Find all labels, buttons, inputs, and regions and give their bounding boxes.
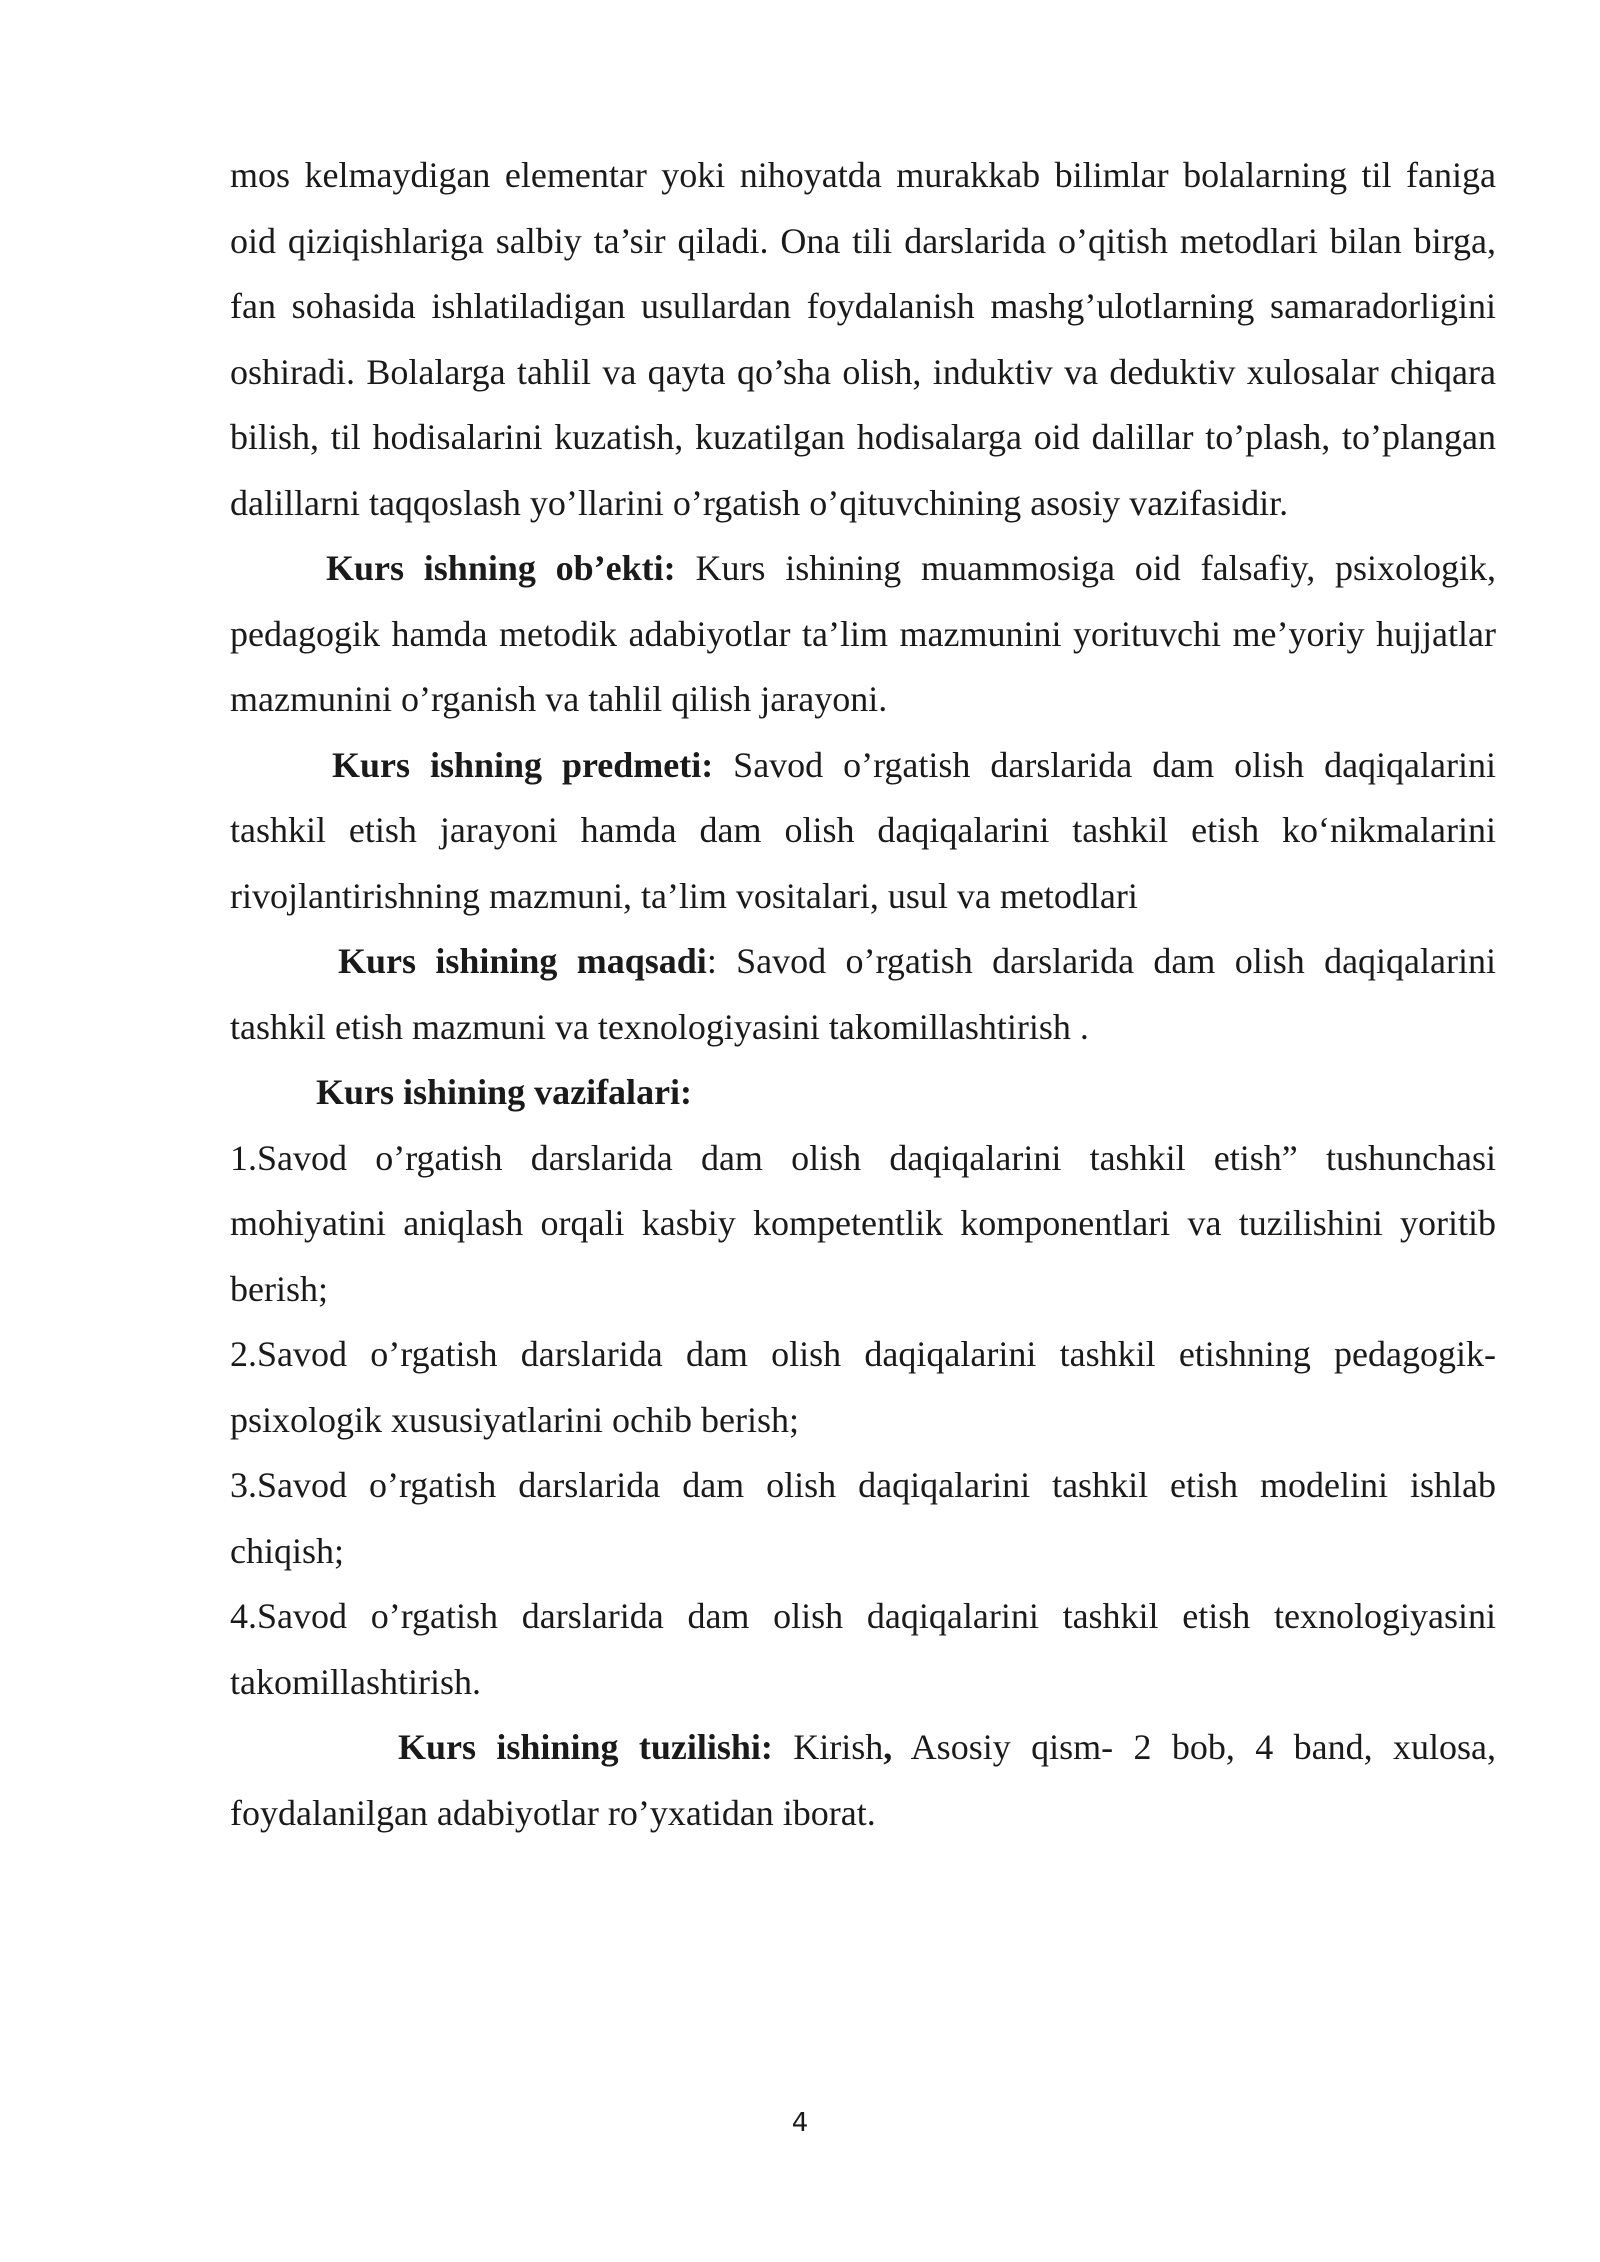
goal-text: : Savod o’rgatish darslarida dam olish daqiqalarini tashkil etish mazmuni va texnologiyasini takomillashtirish . [230, 941, 1496, 1047]
object-text: Kurs ishining muammosiga oid falsafiy, psixologik, pedagogik hamda metodik adabiyotlar ta’lim mazmunini yorituvchi me’yoriy hujjatlar mazmunini o’rganish va tahlil qilish jarayoni. [230, 548, 1496, 719]
structure-comma: , [883, 1727, 893, 1767]
document-body [230, 143, 1496, 1846]
structure-paragraph [230, 1715, 1496, 1846]
page-number: 4 [791, 2108, 809, 2138]
intro-paragraph: mos kelmaydigan elementar yoki nihoyatda murakkab bilimlar bolalarning til faniga oid qiziqishlariga salbiy ta’sir qiladi. Ona tili darslarida o’qitish metodlari bilan birga, fan sohasida ishlatiladigan usullardan foydalanish mashg’ulotlarning samaradorligini oshiradi. Bolalarga tahlil va qayta qo’sha olish, induktiv va deduktiv xulosalar chiqara bilish, til hodisalarini kuzatish, kuzatilgan hodisalarga oid dalillar to’plash, to’plangan dalillarni taqqoslash yo’llarini o’rgatish o’qituvchining asosiy vazifasidir. [230, 155, 1496, 523]
structure-label: Kurs ishining tuzilishi: [398, 1727, 773, 1767]
structure-text-a: Kirish [772, 1727, 884, 1767]
goal-label: Kurs ishining maqsadi [338, 941, 707, 981]
task-item-3: 3.Savod o’rgatish darslarida dam olish daqiqalarini tashkil etish modelini ishlab chiqish; [230, 1465, 1496, 1571]
subject-paragraph [230, 733, 1496, 930]
task-item-1: 1.Savod o’rgatish darslarida dam olish daqiqalarini tashkil etish” tushunchasi mohiyatini aniqlash orqali kasbiy kompetentlik komponentlari va tuzilishini yoritib berish; [230, 1137, 1496, 1309]
task-item-2: 2.Savod o’rgatish darslarida dam olish daqiqalarini tashkil etishning pedagogik-psixologik xususiyatlarini ochib berish; [230, 1334, 1496, 1440]
object-label: Kurs ishning ob’ekti: [326, 548, 676, 588]
subject-text: Savod o’rgatish darslarida dam olish daqiqalarini tashkil etish jarayoni hamda dam olish daqiqalarini tashkil etish ko‘nikmalarini rivojlantirishning mazmuni, ta’lim vositalari, usul va metodlari [230, 744, 1496, 916]
goal-paragraph [230, 929, 1496, 1060]
subject-label: Kurs ishning predmeti: [332, 744, 714, 785]
structure-text-b: Asosiy qism- 2 bob, 4 band, xulosa, foydalanilgan adabiyotlar ro’yxatidan iborat. [230, 1727, 1496, 1833]
tasks-heading: Kurs ishining vazifalari: [316, 1072, 693, 1112]
task-item-4: 4.Savod o’rgatish darslarida dam olish daqiqalarini tashkil etish texnologiyasini takomillashtirish. [230, 1596, 1496, 1702]
object-paragraph [230, 536, 1496, 733]
